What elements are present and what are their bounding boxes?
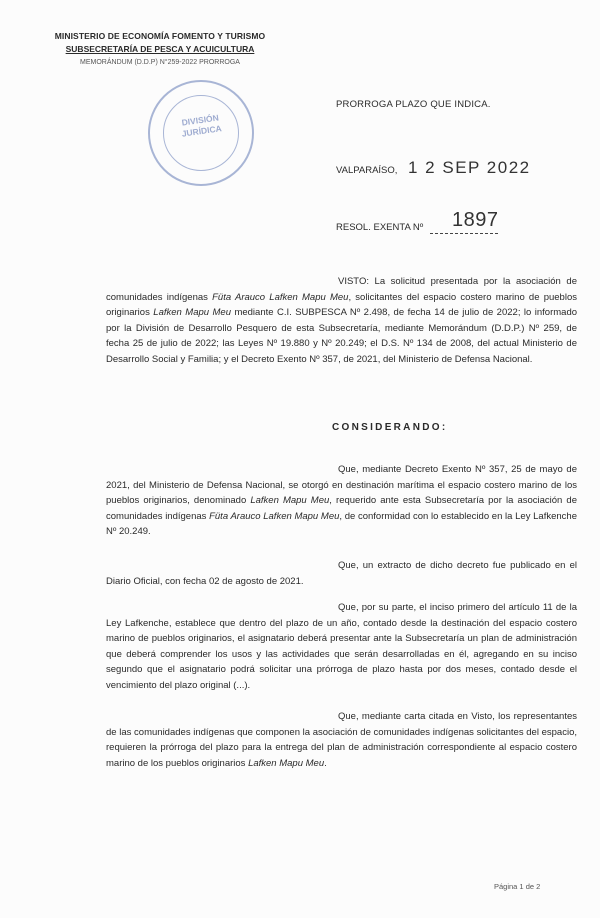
- resolution-number-line: [430, 233, 498, 234]
- p4-space-name: Lafken Mapu Meu: [248, 757, 325, 769]
- visto-text-1: VISTO: La solicitud presentada por la asociación de comunidades indígenas: [106, 276, 577, 303]
- stamp-line-1: DIVISIÓN: [180, 112, 220, 128]
- visto-paragraph: [106, 274, 577, 368]
- visto-text-2: , solicitantes del espacio costero marino de pueblos originarios: [106, 291, 577, 319]
- considerando-paragraph-4: [106, 709, 577, 771]
- visto-text-3: mediante C.I. SUBPESCA Nº 2.498, de fecha 14 de julio de 2022; lo informado por la División de Desarrollo Pesquero de esta Subsecretaría, mediante Memorándum (D.D.P.) Nº 259, de fecha 25 de julio de 2022; las Leyes Nº 19.880 y Nº 20.249; el D.S. Nº 134 de 2008, del actual Ministerio de Desarrollo Social y Familia; y el Decreto Exento Nº 357, de 2021, del Ministerio de Defensa Nacional.: [106, 307, 578, 365]
- division-juridica-stamp: [148, 80, 254, 186]
- p1-text-3: , de conformidad con lo establecido en la Ley Lafkenche Nº 20.249.: [106, 510, 577, 538]
- considerando-paragraph-2: Que, un extracto de dicho decreto fue publicado en el Diario Oficial, con fecha 02 de agosto de 2021.: [106, 560, 577, 587]
- resolution-label: RESOL. EXENTA Nº: [336, 222, 424, 233]
- ministry-name: MINISTERIO DE ECONOMÍA FOMENTO Y TURISMO: [54, 31, 266, 41]
- p1-text-2: , requerido ante esta Subsecretaría por la asociación de comunidades indígenas: [106, 495, 578, 522]
- considerando-paragraph-3: Que, por su parte, el inciso primero del artículo 11 de la Ley Lafkenche, establece que dentro del plazo de un año, contado desde la destinación del espacio costero marino de pueblos originarios, el asignatario deberá presentar ante la Subsecretaría un plan de administración que deberá comprender los usos y las actividades que serán desarrolladas en él, agregando en su inciso segundo que el asignatario podrá solicitar una prórroga de plazo hasta por dos meses, contado desde el vencimiento del plazo original (...).: [106, 602, 577, 691]
- p4-text-2: .: [324, 757, 327, 769]
- p1-association-name: Füta Arauco Lafken Mapu Meu: [209, 510, 340, 522]
- subsecretaria-name: SUBSECRETARÍA DE PESCA Y ACUICULTURA: [65, 44, 255, 54]
- visto-association-name: Füta Arauco Lafken Mapu Meu: [212, 291, 349, 303]
- date-stamp: 1 2 SEP 2022: [408, 158, 531, 177]
- p1-text-1: Que, mediante Decreto Exento Nº 357, 25 de mayo de 2021, del Ministerio de Defensa Nacional, se otorgó en destinación marítima el espacio costero marino de los pueblos originarios, denominado: [106, 464, 577, 507]
- document-reference: PRORROGA PLAZO QUE INDICA.: [336, 99, 491, 110]
- place-label: VALPARAÍSO,: [336, 165, 398, 176]
- p1-space-name: Lafken Mapu Meu: [250, 495, 330, 507]
- letterhead: [40, 30, 280, 69]
- p4-text-1: Que, mediante carta citada en Visto, los representantes de las comunidades indígenas que componen la asociación de comunidades indígenas solicitantes del espacio, requieren la prórroga del plazo para la entrega del plan de administración correspondiente al espacio costero marino de los pueblos originarios: [106, 711, 577, 769]
- stamp-line-2: JURÍDICA: [181, 123, 223, 139]
- resolution-number: 1897: [452, 209, 499, 231]
- visto-space-name: Lafken Mapu Meu: [153, 307, 231, 319]
- considerando-heading: CONSIDERANDO:: [332, 422, 448, 433]
- memo-reference: MEMORÁNDUM (D.D.P) N°259-2022 PRORROGA: [80, 59, 240, 66]
- considerando-paragraph-1: [106, 462, 577, 540]
- page-number: Página 1 de 2: [494, 882, 541, 891]
